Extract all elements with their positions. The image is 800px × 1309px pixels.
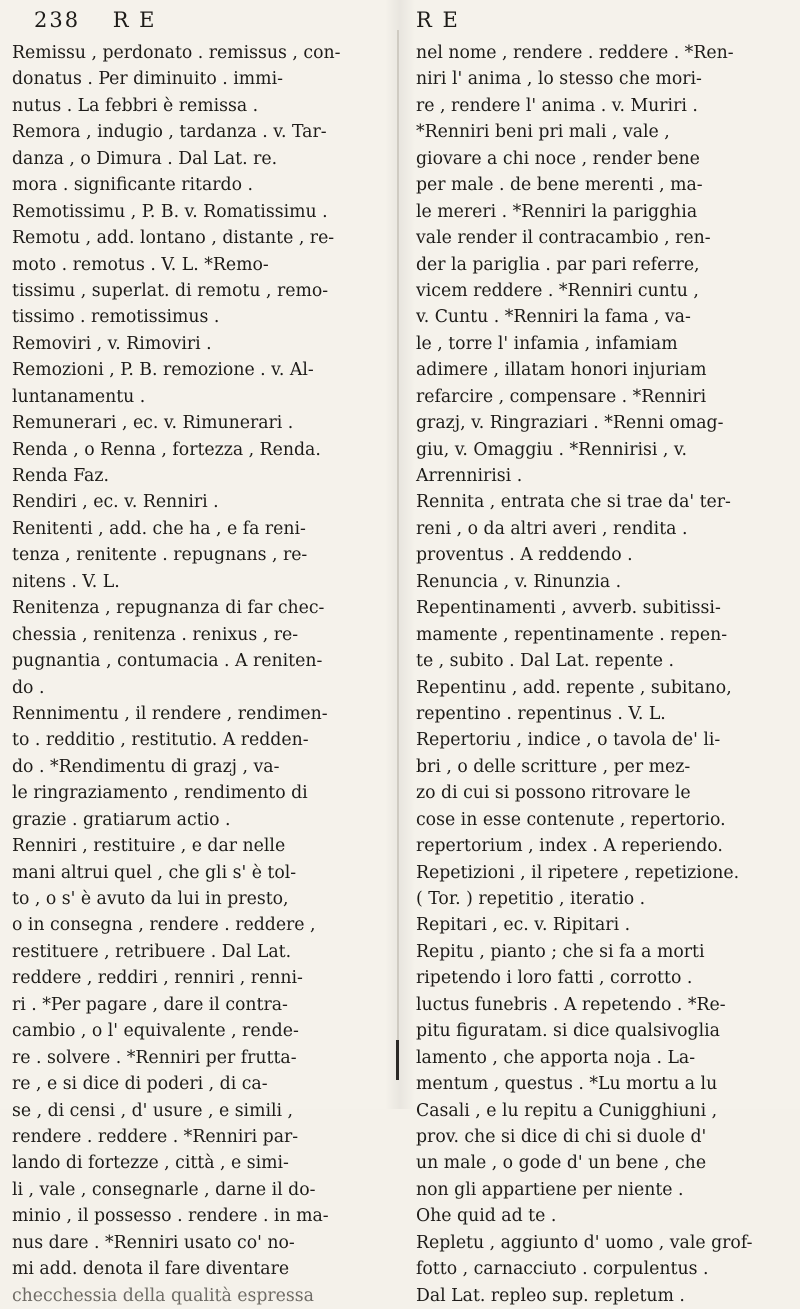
text-line: adimere , illatam honori injuriam bbox=[416, 360, 707, 381]
text-line: lando di fortezze , città , e simi- bbox=[12, 1153, 289, 1174]
text-line: re , e si dice di poderi , di ca- bbox=[12, 1074, 268, 1095]
text-line: minio , il possesso . rendere . in ma- bbox=[12, 1206, 329, 1227]
text-line: Remora , indugio , tardanza . v. Tar- bbox=[12, 122, 327, 143]
text-line: do . *Rendimentu di grazj , va- bbox=[12, 756, 280, 777]
binding-shadow bbox=[385, 0, 415, 1109]
text-line: Renitenza , repugnanza di far chec- bbox=[12, 598, 325, 619]
margin-mark bbox=[396, 1040, 399, 1080]
text-line: mani altrui quel , che gli s' è tol- bbox=[12, 862, 297, 883]
text-line: checchessia della qualità espressa bbox=[12, 1285, 314, 1306]
text-line: le mereri . *Renniri la parigghia bbox=[416, 201, 698, 222]
text-line: ( Tor. ) repetitio , iteratio . bbox=[416, 889, 646, 909]
text-line: non gli appartiene per niente . bbox=[416, 1179, 684, 1200]
text-line: Repertoriu , indice , o tavola de' li- bbox=[416, 730, 721, 751]
text-line: rendere . reddere . *Renniri par- bbox=[12, 1126, 299, 1147]
text-line: der la pariglia . par pari referre, bbox=[416, 254, 700, 275]
right-column bbox=[416, 40, 790, 1306]
text-line: do . bbox=[12, 677, 45, 698]
text-line: to , o s' è avuto da lui in presto, bbox=[12, 889, 289, 909]
text-line: per male . de bene merenti , ma- bbox=[416, 175, 703, 196]
text-line: Ohe quid ad te . bbox=[416, 1206, 557, 1227]
right-running-head: R E bbox=[416, 8, 460, 32]
text-line: reni , o da altri averi , rendita . bbox=[416, 518, 688, 539]
text-line: refarcire , compensare . *Renniri bbox=[416, 386, 707, 407]
right-page-header bbox=[416, 8, 460, 32]
page-number: 238 bbox=[34, 8, 81, 32]
text-line: grazie . gratiarum actio . bbox=[12, 809, 231, 830]
text-line: pitu figuratam. si dice qualsivoglia bbox=[416, 1021, 720, 1042]
text-line: Remunerari , ec. v. Rimunerari . bbox=[12, 413, 294, 434]
text-line: repertorium , index . A reperiendo. bbox=[416, 836, 723, 857]
left-page-header bbox=[34, 8, 157, 32]
left-column bbox=[12, 40, 384, 1306]
text-line: giu, v. Omaggiu . *Rennirisi , v. bbox=[416, 439, 688, 460]
text-line: niri l' anima , lo stesso che mori- bbox=[416, 69, 702, 90]
text-line: cose in esse contenute , repertorio. bbox=[416, 809, 726, 830]
text-line: Repitu , pianto ; che si fa a morti bbox=[416, 941, 705, 962]
text-line: lamento , che apporta noja . La- bbox=[416, 1047, 696, 1068]
text-line: chessia , renitenza . renixus , re- bbox=[12, 624, 299, 645]
text-line: Renda Faz. bbox=[12, 466, 109, 486]
text-line: reddere , reddiri , renniri , renni- bbox=[12, 968, 303, 989]
text-line: Arrennirisi . bbox=[416, 466, 523, 486]
text-line: Repletu , aggiunto d' uomo , vale grof- bbox=[416, 1232, 753, 1253]
text-line: un male , o gode d' un bene , che bbox=[416, 1153, 707, 1174]
text-line: cambio , o l' equivalente , rende- bbox=[12, 1021, 299, 1042]
text-line: luctus funebris . A repetendo . *Re- bbox=[416, 994, 726, 1015]
text-line: vicem reddere . *Renniri cuntu , bbox=[416, 280, 699, 301]
text-line: zo di cui si possono ritrovare le bbox=[416, 783, 691, 804]
text-line: Repitari , ec. v. Ripitari . bbox=[416, 915, 631, 936]
text-line: to . redditio , restitutio. A redden- bbox=[12, 730, 309, 751]
column-divider bbox=[397, 30, 399, 1070]
text-line: proventus . A reddendo . bbox=[416, 545, 633, 566]
text-line: nel nome , rendere . reddere . *Ren- bbox=[416, 43, 734, 63]
text-line: moto . remotus . V. L. *Remo- bbox=[12, 254, 269, 275]
text-line: mentum , questus . *Lu mortu a lu bbox=[416, 1074, 718, 1095]
text-line: ripetendo i loro fatti , corrotto . bbox=[416, 968, 693, 989]
text-line: te , subito . Dal Lat. repente . bbox=[416, 651, 675, 672]
text-line: Renitenti , add. che ha , e fa reni- bbox=[12, 518, 306, 539]
text-line: le , torre l' infamia , infamiam bbox=[416, 333, 678, 354]
text-line: Rennimentu , il rendere , rendimen- bbox=[12, 703, 328, 724]
text-line: re . solvere . *Renniri per frutta- bbox=[12, 1047, 297, 1068]
text-line: luntanamentu . bbox=[12, 386, 146, 407]
text-line: mamente , repentinamente . repen- bbox=[416, 624, 728, 645]
text-line: Dal Lat. repleo sup. repletum . bbox=[416, 1285, 685, 1306]
text-line: repentino . repentinus . V. L. bbox=[416, 703, 666, 724]
text-line: donatus . Per diminuito . immi- bbox=[12, 69, 283, 90]
text-line: grazj, v. Ringraziari . *Renni omag- bbox=[416, 413, 724, 434]
text-line: tissimo . remotissimus . bbox=[12, 307, 220, 328]
text-line: li , vale , consegnarle , darne il do- bbox=[12, 1179, 316, 1200]
text-line: Renuncia , v. Rinunzia . bbox=[416, 571, 622, 592]
text-line: Repentinamenti , avverb. subitissi- bbox=[416, 598, 721, 619]
text-line: giovare a chi noce , render bene bbox=[416, 148, 700, 169]
text-line: fotto , carnacciuto . corpulentus . bbox=[416, 1259, 709, 1280]
text-line: le ringraziamento , rendimento di bbox=[12, 783, 308, 804]
text-line: re , rendere l' anima . v. Muriri . bbox=[416, 95, 698, 116]
text-line: Renniri , restituire , e dar nelle bbox=[12, 836, 286, 857]
text-line: Remotu , add. lontano , distante , re- bbox=[12, 228, 335, 249]
text-line: *Renniri beni pri mali , vale , bbox=[416, 122, 670, 143]
text-line: danza , o Dimura . Dal Lat. re. bbox=[12, 148, 278, 169]
text-line: nus dare . *Renniri usato co' no- bbox=[12, 1232, 295, 1253]
text-line: ri . *Per pagare , dare il contra- bbox=[12, 994, 288, 1015]
text-line: Rennita , entrata che si trae da' ter- bbox=[416, 492, 731, 513]
left-running-head: R E bbox=[112, 8, 157, 32]
text-line: vale render il contracambio , ren- bbox=[416, 228, 711, 249]
text-line: Remozioni , P. B. remozione . v. Al- bbox=[12, 360, 314, 381]
text-line: v. Cuntu . *Renniri la fama , va- bbox=[416, 307, 691, 328]
text-line: Remotissimu , P. B. v. Romatissimu . bbox=[12, 201, 328, 222]
text-line: o in consegna , rendere . reddere , bbox=[12, 915, 316, 936]
text-line: mora . significante ritardo . bbox=[12, 175, 254, 196]
text-line: mi add. denota il fare diventare bbox=[12, 1259, 290, 1280]
text-line: Renda , o Renna , fortezza , Renda. bbox=[12, 439, 321, 460]
text-line: Removiri , v. Rimoviri . bbox=[12, 333, 212, 354]
text-line: se , di censi , d' usure , e simili , bbox=[12, 1100, 294, 1121]
text-line: Repetizioni , il ripetere , repetizione. bbox=[416, 862, 740, 883]
text-line: restituere , retribuere . Dal Lat. bbox=[12, 941, 292, 962]
text-line: Remissu , perdonato . remissus , con- bbox=[12, 43, 341, 63]
text-line: prov. che si dice di chi si duole d' bbox=[416, 1126, 707, 1147]
text-line: tissimu , superlat. di remotu , remo- bbox=[12, 280, 329, 301]
text-line: bri , o delle scritture , per mez- bbox=[416, 756, 691, 777]
text-line: Rendiri , ec. v. Renniri . bbox=[12, 492, 219, 513]
text-line: nutus . La febbri è remissa . bbox=[12, 95, 259, 116]
text-line: Repentinu , add. repente , subitano, bbox=[416, 677, 732, 698]
text-line: pugnantia , contumacia . A reniten- bbox=[12, 651, 323, 672]
text-line: Casali , e lu repitu a Cunigghiuni , bbox=[416, 1100, 718, 1121]
text-line: tenza , renitente . repugnans , re- bbox=[12, 545, 308, 566]
text-line: nitens . V. L. bbox=[12, 571, 120, 592]
